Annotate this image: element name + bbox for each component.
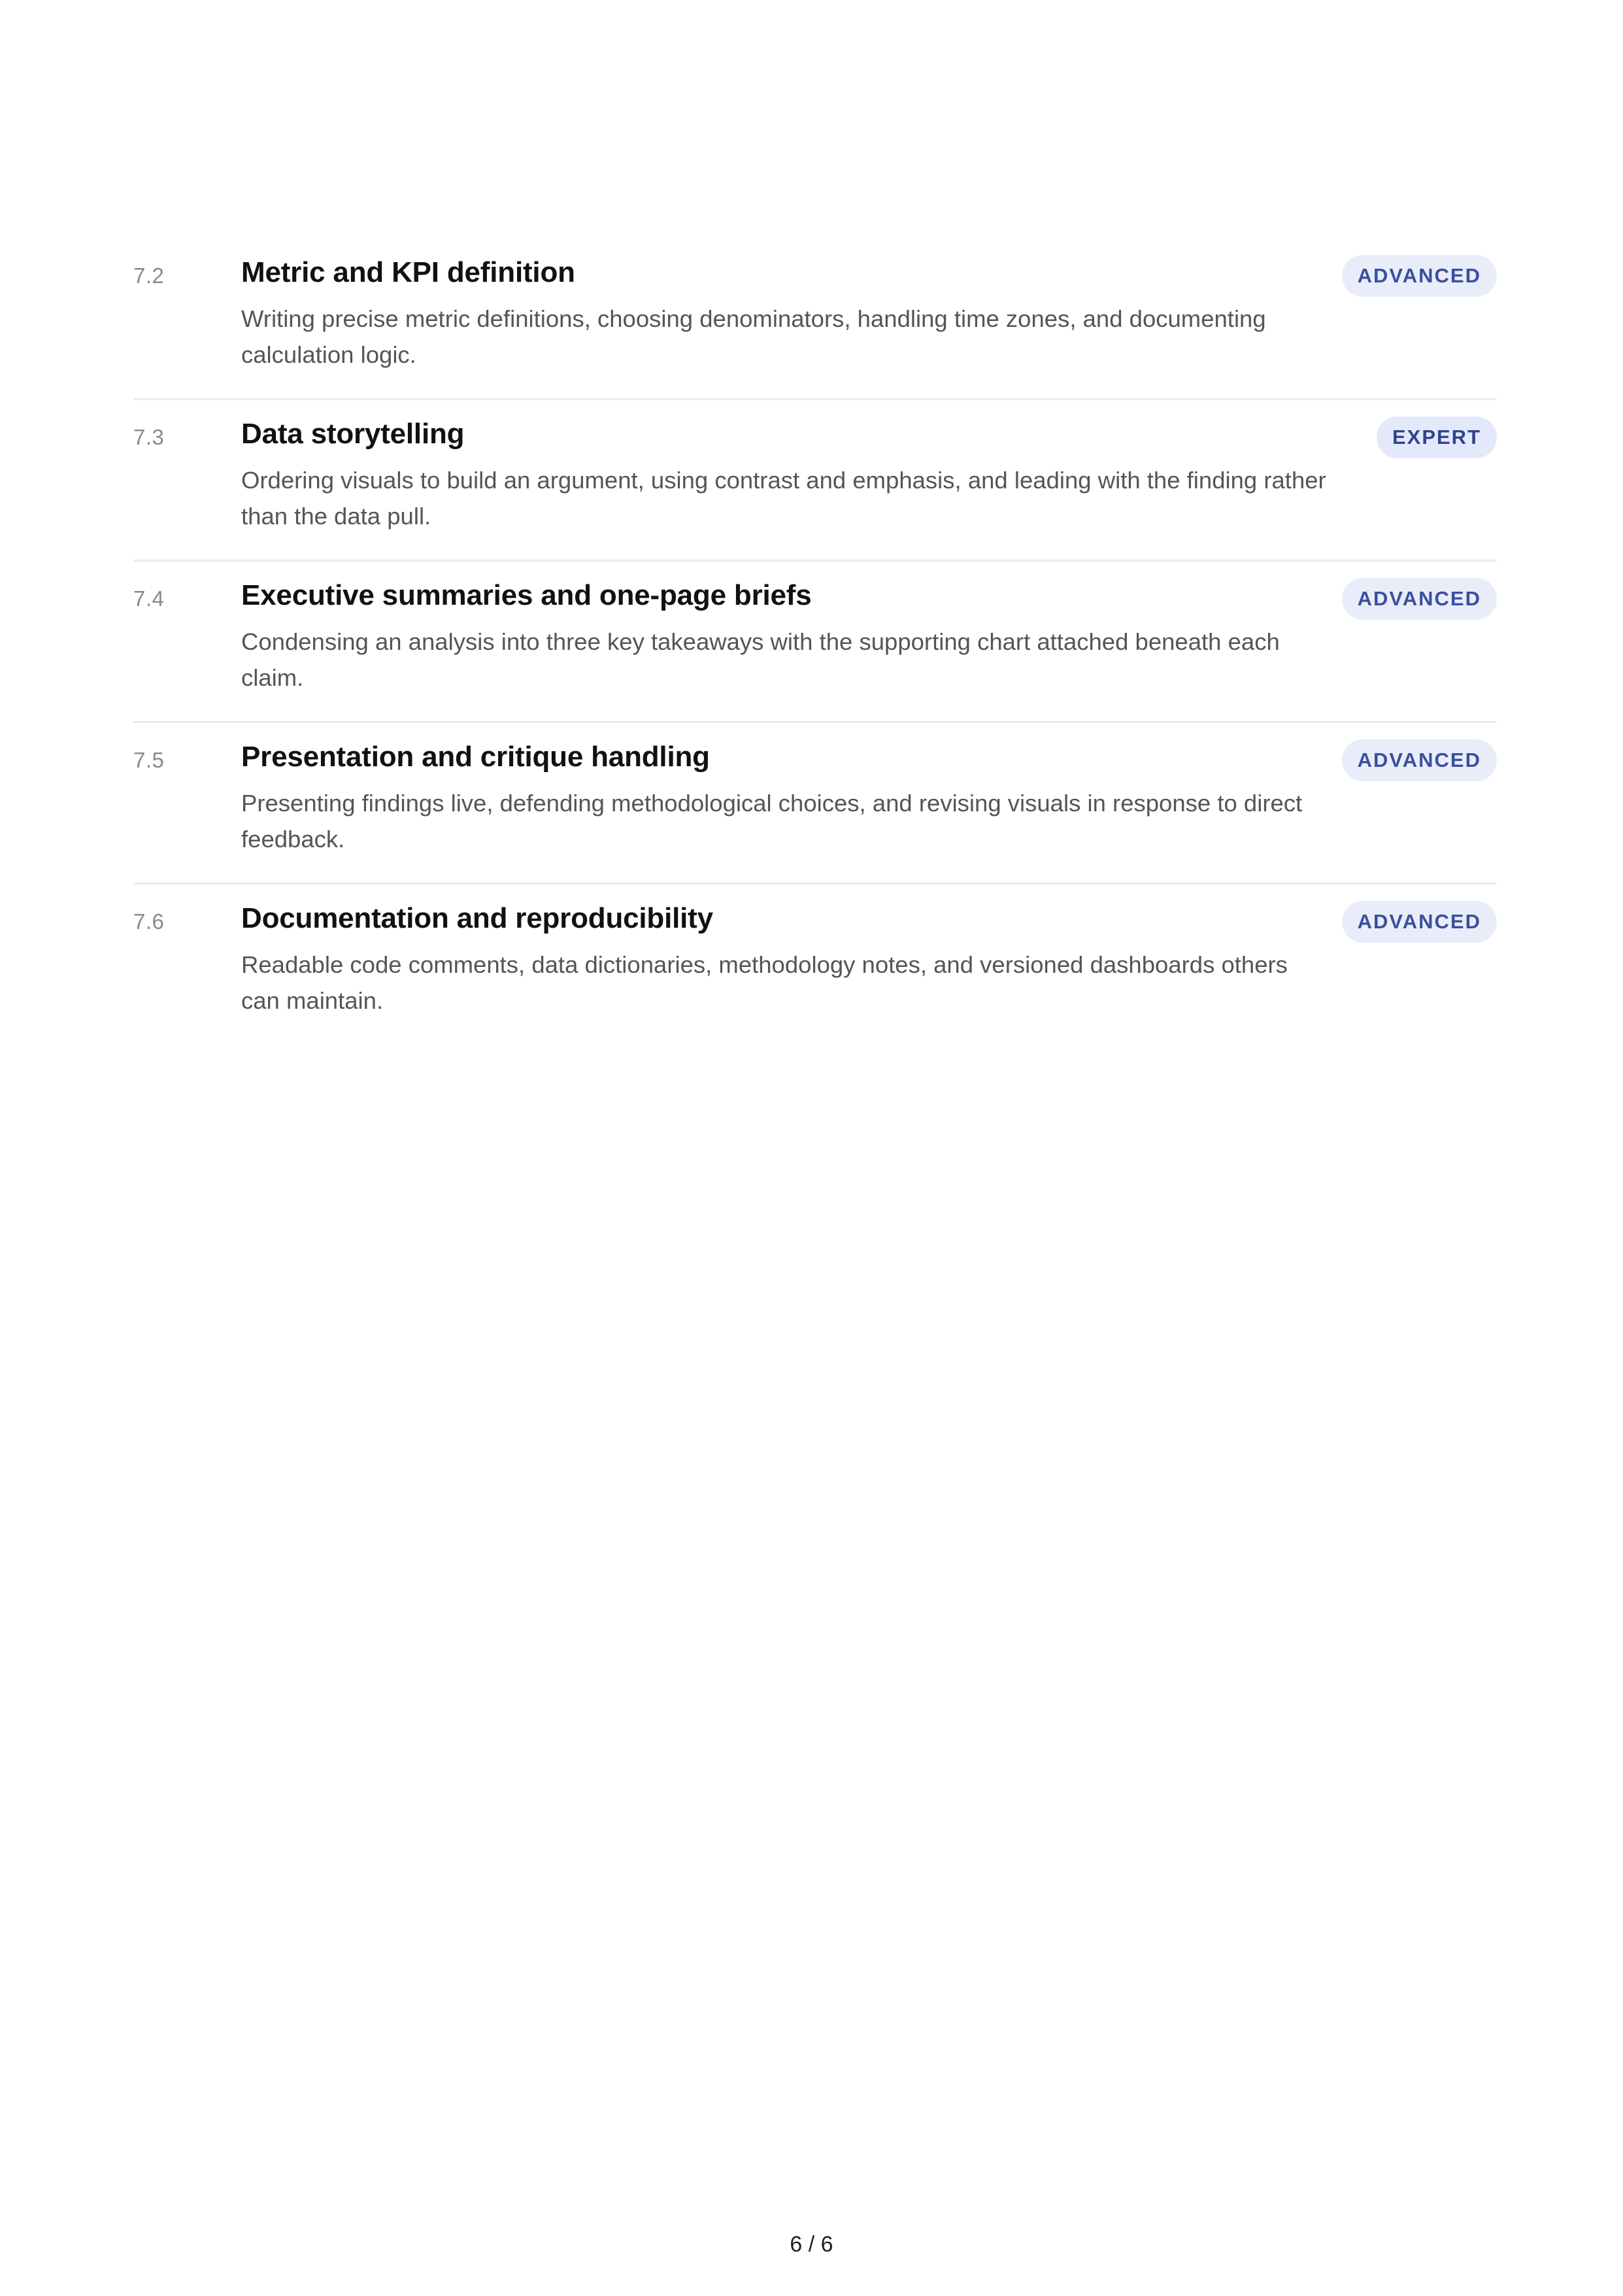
skill-title: Metric and KPI definition bbox=[241, 256, 575, 288]
skill-description: Condensing an analysis into three key takeaways with the supporting chart attached beneath each claim. bbox=[241, 628, 1280, 691]
skill-body bbox=[241, 562, 1342, 696]
skill-title: Documentation and reproducibility bbox=[241, 902, 713, 934]
level-badge: EXPERT bbox=[1377, 416, 1497, 458]
skill-number: 7.5 bbox=[133, 748, 165, 772]
skill-title: Presentation and critique handling bbox=[241, 741, 710, 773]
skill-description: Ordering visuals to build an argument, using contrast and emphasis, and leading with the finding rather than the data pull. bbox=[241, 466, 1326, 530]
skill-title: Executive summaries and one-page briefs bbox=[241, 579, 812, 611]
skill-number: 7.4 bbox=[133, 586, 165, 611]
skill-number: 7.6 bbox=[133, 909, 165, 934]
skill-number: 7.2 bbox=[133, 263, 165, 288]
skill-row bbox=[133, 723, 1497, 885]
skill-row bbox=[133, 400, 1497, 562]
level-badge: ADVANCED bbox=[1342, 255, 1497, 297]
page-indicator: 6 / 6 bbox=[790, 2232, 833, 2257]
skill-title: Data storytelling bbox=[241, 418, 465, 450]
skill-body bbox=[241, 885, 1342, 1019]
level-badge: ADVANCED bbox=[1342, 901, 1497, 943]
skill-row bbox=[133, 885, 1497, 1046]
skill-number: 7.3 bbox=[133, 425, 165, 449]
level-badge: ADVANCED bbox=[1342, 578, 1497, 620]
skill-description: Readable code comments, data dictionaries, methodology notes, and versioned dashboards others can maintain. bbox=[241, 951, 1288, 1014]
skill-description: Writing precise metric definitions, choosing denominators, handling time zones, and documenting calculation logic. bbox=[241, 305, 1266, 368]
skill-row bbox=[133, 562, 1497, 723]
skill-list bbox=[133, 239, 1497, 1046]
level-badge: ADVANCED bbox=[1342, 739, 1497, 781]
skill-body bbox=[241, 723, 1342, 857]
skill-row bbox=[133, 239, 1497, 400]
skill-description: Presenting findings live, defending methodological choices, and revising visuals in response to direct feedback. bbox=[241, 789, 1303, 853]
skill-body bbox=[241, 239, 1342, 373]
skill-body bbox=[241, 400, 1377, 534]
